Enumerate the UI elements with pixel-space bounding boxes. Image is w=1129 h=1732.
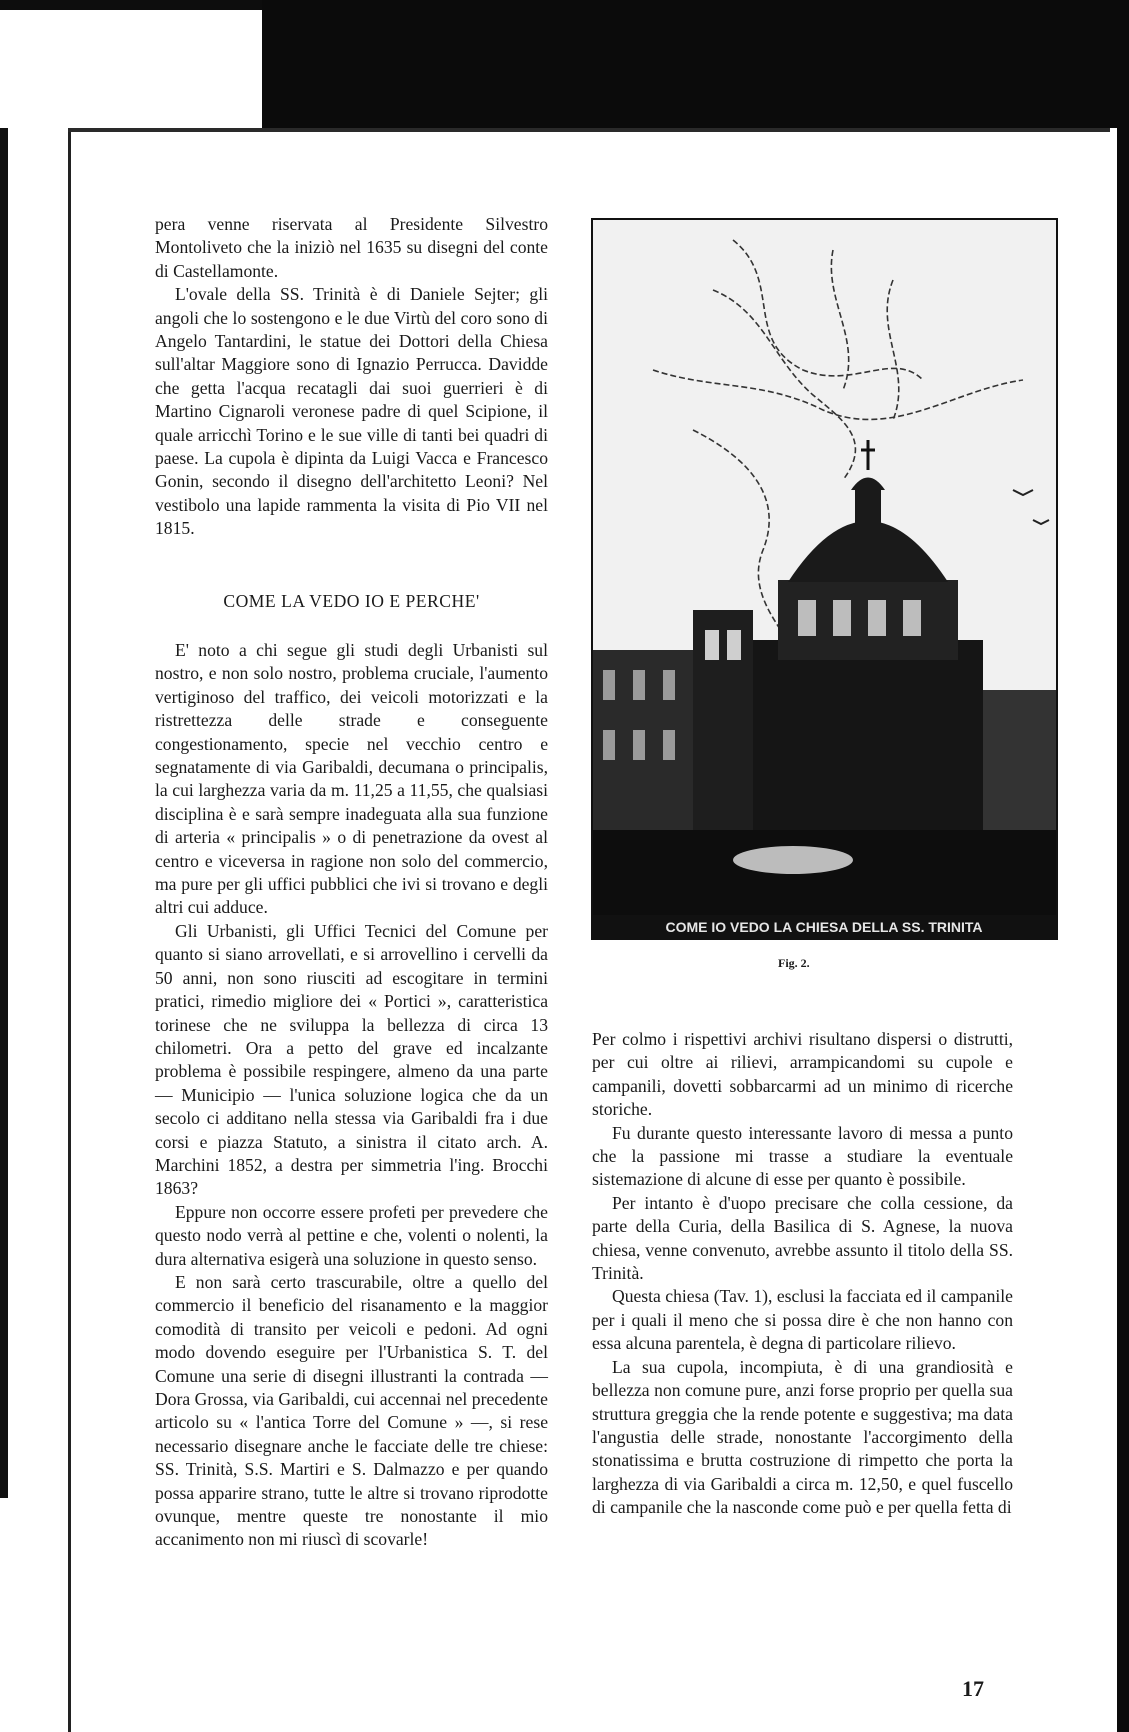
paragraph: E non sarà certo trascurabile, oltre a quello del commercio il beneficio del risanamento e la maggior comodità di transito per veicoli e pedoni. Ad ogni modo dovendo eseguire per l'Urbanistica S. T. del Comune una serie di disegni illustranti la contrada — Dora Grossa, via Garibaldi, cui accennai nel precedente articolo su « l'antica Torre del Comune » —, si rese necessario disegnare anche le facciate delle tre chiese: SS. Trinità, S.S. Martiri e S. Dalmazzo e per quando possa apparire strano, tutte le altre si trovano riprodotte ovunque, mentre queste tre nonostante il mio accanimento non mi riuscì di scovarle!: [155, 1271, 548, 1550]
figure-banner: COME IO VEDO LA CHIESA DELLA SS. TRINITA: [665, 919, 983, 935]
paragraph: pera venne riservata al Presidente Silvestro Montoliveto che la iniziò nel 1635 su disegni del conte di Castellamonte.: [155, 214, 548, 281]
right-column: [592, 1028, 1013, 1520]
left-column: [155, 213, 548, 541]
page-number: 17: [962, 1676, 984, 1701]
paragraph: Questa chiesa (Tav. 1), esclusi la facciata ed il campanile per i quali il meno che si possa dire è che non hanno con essa alcuna parentela, è degna di particolare rilievo.: [592, 1286, 1013, 1354]
scan-left-border: [0, 128, 8, 1498]
section-heading: COME LA VEDO IO E PERCHE': [223, 591, 480, 611]
paragraph: Fu durante questo interessante lavoro di messa a punto che la passione mi trasse a studiare la eventuale sistemazione di alcune di esse per quanto è possibile.: [592, 1122, 1013, 1190]
paragraph: Per intanto è d'uopo precisare che colla cessione, da parte della Curia, della Basilica di S. Agnese, la nuova chiesa, venne convenuto, avrebbe assunto il titolo della SS. Trinità.: [592, 1192, 1013, 1284]
church-drawing: [593, 220, 1056, 938]
paragraph: E' noto a chi segue gli studi degli Urbanisti sul nostro, e non solo nostro, problema cruciale, l'aumento vertiginoso del traffico, dei veicoli motorizzati e la ristrettezza delle strade e conseguente congestionamento, specie nel vecchio centro e segnatamente di via Garibaldi, decumana o principalis, la cui larghezza varia da m. 11,25 a 11,55, che qualsiasi disciplina è e sarà sempre inadeguata alla sua funzione di arteria « principalis » o di penetrazione da ovest al centro e viceversa in ragione non solo del commercio, ma pure per gli uffici pubblici che ivi si trovano e degli altri cui adduce.: [155, 640, 548, 918]
figure-caption: Fig. 2.: [778, 956, 810, 970]
paragraph: Per colmo i rispettivi archivi risultano dispersi o distrutti, per cui oltre ai rilievi, arrampicandomi su cupole e campanili, dovetti sobbarcarmi ad un minimo di ricerche storiche.: [592, 1029, 1013, 1120]
paragraph: L'ovale della SS. Trinità è di Daniele Sejter; gli angoli che lo sostengono e le due Virtù del coro sono di Angelo Tantardini, le statue dei Dottori della Chiesa sull'altar Maggiore sono di Ignazio Perrucca. Davidde che getta l'acqua recatagli dai suoi guerrieri è di Martino Cignaroli veronese padre di quel Scipione, il quale arricchì Torino e le sue ville di tanti bei quadri di paese. La cupola è dipinta da Luigi Vacca e Francesco Gonin, secondo il disegno dell'architetto Leoni? Nel vestibolo una lapide rammenta la visita di Pio VII nel 1815.: [155, 284, 548, 539]
paragraph: Gli Urbanisti, gli Uffici Tecnici del Comune per quanto si siano arrovellati, e si arrovellino i cervelli da 50 anni, non sono riusciti ad escogitare in termini pratici, rimedio migliore dei « Portici », caratteristica torinese che ne sviluppa la bellezza di circa 13 chilometri. Ora a petto del grave ed incalzante problema è possibile respingere, almeno da una parte — Municipio — l'unica soluzione logica che da un secolo ci additano nella stessa via Garibaldi fra i due corsi e piazza Statuto, a sinistra il citato arch. A. Marchini 1852, a destra per simmetria l'ing. Brocchi 1863?: [155, 920, 548, 1199]
paragraph: La sua cupola, incompiuta, è di una grandiosità e bellezza non comune pure, anzi forse proprio per quella sua struttura greggia che la rende potente e suggestiva; ma data l'angustia delle strade, nonostante l'accorgimento della stonatissima e brutta costruzione di rimpetto che porta la larghezza di via Garibaldi a circa m. 12,50, e quel fuscello di campanile che la nasconde come può e per quella fetta di: [592, 1356, 1013, 1518]
church-illustration: [591, 218, 1058, 940]
left-column-continued: [155, 639, 548, 1552]
paragraph: Eppure non occorre essere profeti per prevedere che questo nodo verrà al pettine e che, volenti o nolenti, la dura alternativa esigerà una soluzione in questo senso.: [155, 1201, 548, 1269]
scan-dark-area: [262, 0, 1129, 132]
page-top-edge: [68, 128, 1110, 132]
